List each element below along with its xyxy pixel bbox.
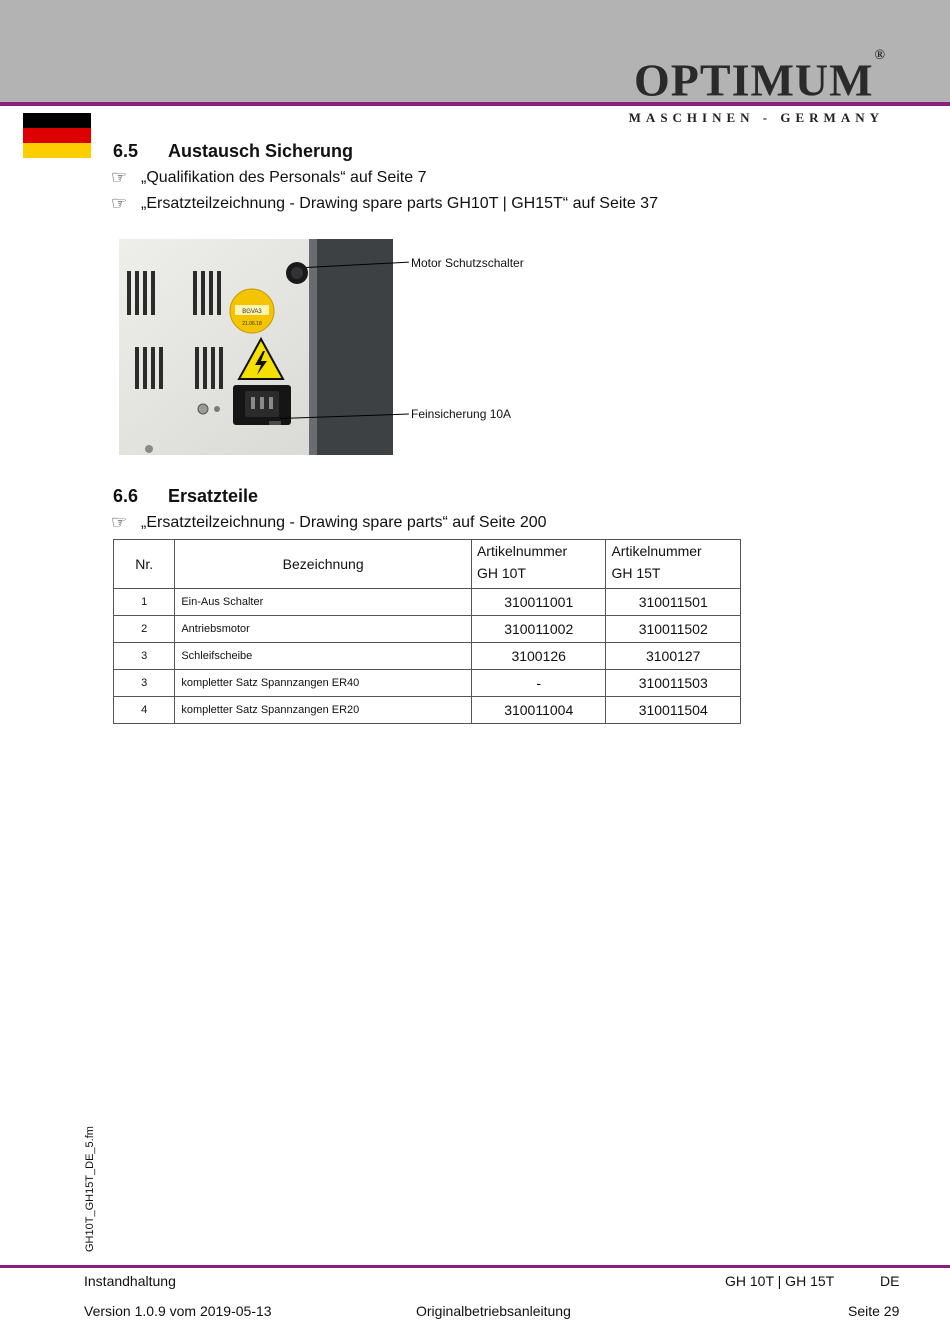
footer-models: GH 10T | GH 15T — [725, 1273, 835, 1289]
callout-motor-switch: Motor Schutzschalter — [411, 256, 524, 270]
cell-bezeichnung: Antriebsmotor — [175, 616, 472, 643]
cell-gh10t: 310011001 — [471, 589, 606, 616]
german-flag-icon — [23, 113, 91, 158]
table-row — [114, 697, 741, 724]
fuse-photo — [119, 239, 393, 455]
section-title: Austausch Sicherung — [168, 141, 354, 161]
table-row — [114, 589, 741, 616]
cell-bezeichnung: Schleifscheibe — [175, 643, 472, 670]
callout-fuse: Feinsicherung 10A — [411, 407, 512, 421]
cell-gh15t: 310011501 — [606, 589, 741, 616]
pointing-hand-icon: ☞ — [111, 512, 128, 533]
optimum-logo: OPTIMUM® — [634, 48, 886, 106]
header-bezeichnung: Bezeichnung — [175, 540, 472, 589]
svg-text:21.06.18: 21.06.18 — [242, 321, 262, 327]
footer-page-number: Seite 29 — [848, 1303, 900, 1319]
cell-gh15t: 310011503 — [606, 670, 741, 697]
cell-gh15t: 3100127 — [606, 643, 741, 670]
footer-chapter: Instandhaltung — [84, 1273, 176, 1289]
pointing-hand-icon: ☞ — [111, 193, 128, 214]
cell-gh10t: 310011002 — [471, 616, 606, 643]
svg-text:BGVA3: BGVA3 — [242, 309, 262, 315]
cell-gh10t: 3100126 — [471, 643, 606, 670]
table-row — [114, 616, 741, 643]
footer-version: Version 1.0.9 vom 2019-05-13 — [84, 1303, 272, 1319]
table-row — [114, 670, 741, 697]
file-name-label: GH10T_GH15T_DE_5.fm — [84, 1126, 96, 1252]
cell-bezeichnung: kompletter Satz Spannzangen ER40 — [175, 670, 472, 697]
cell-nr: 2 — [114, 616, 175, 643]
footer-divider — [0, 1265, 950, 1268]
cell-gh10t: 310011004 — [471, 697, 606, 724]
footer-doc-type: Originalbetriebsanleitung — [416, 1303, 571, 1319]
cell-nr: 4 — [114, 697, 175, 724]
cell-nr: 3 — [114, 670, 175, 697]
table-row — [114, 643, 741, 670]
header-artikel-gh15t: Artikelnummer GH 15T — [606, 540, 741, 589]
cell-bezeichnung: kompletter Satz Spannzangen ER20 — [175, 697, 472, 724]
section-number: 6.5 — [113, 141, 139, 161]
cell-gh15t: 310011504 — [606, 697, 741, 724]
header-nr: Nr. — [114, 540, 175, 589]
table-header-row — [114, 540, 741, 589]
cell-gh15t: 310011502 — [606, 616, 741, 643]
cell-gh10t: - — [471, 670, 606, 697]
cell-bezeichnung: Ein-Aus Schalter — [175, 589, 472, 616]
logo-tagline: MASCHINEN - GERMANY — [628, 110, 884, 125]
section-number: 6.6 — [113, 486, 139, 506]
cell-nr: 3 — [114, 643, 175, 670]
pointing-hand-icon: ☞ — [111, 167, 128, 188]
header-artikel-gh10t: Artikelnummer GH 10T — [471, 540, 606, 589]
cross-reference-link[interactable]: ☞ „Ersatzteilzeichnung - Drawing spare parts GH10T | GH15T“ auf Seite 37 — [111, 193, 658, 214]
footer-language: DE — [880, 1273, 900, 1289]
cross-reference-link[interactable]: ☞ „Ersatzteilzeichnung - Drawing spare parts“ auf Seite 200 — [111, 512, 547, 533]
section-title: Ersatzteile — [168, 486, 259, 506]
cross-reference-link[interactable]: ☞ „Qualifikation des Personals“ auf Seite 7 — [111, 167, 427, 188]
spare-parts-table — [113, 539, 741, 724]
cell-nr: 1 — [114, 589, 175, 616]
